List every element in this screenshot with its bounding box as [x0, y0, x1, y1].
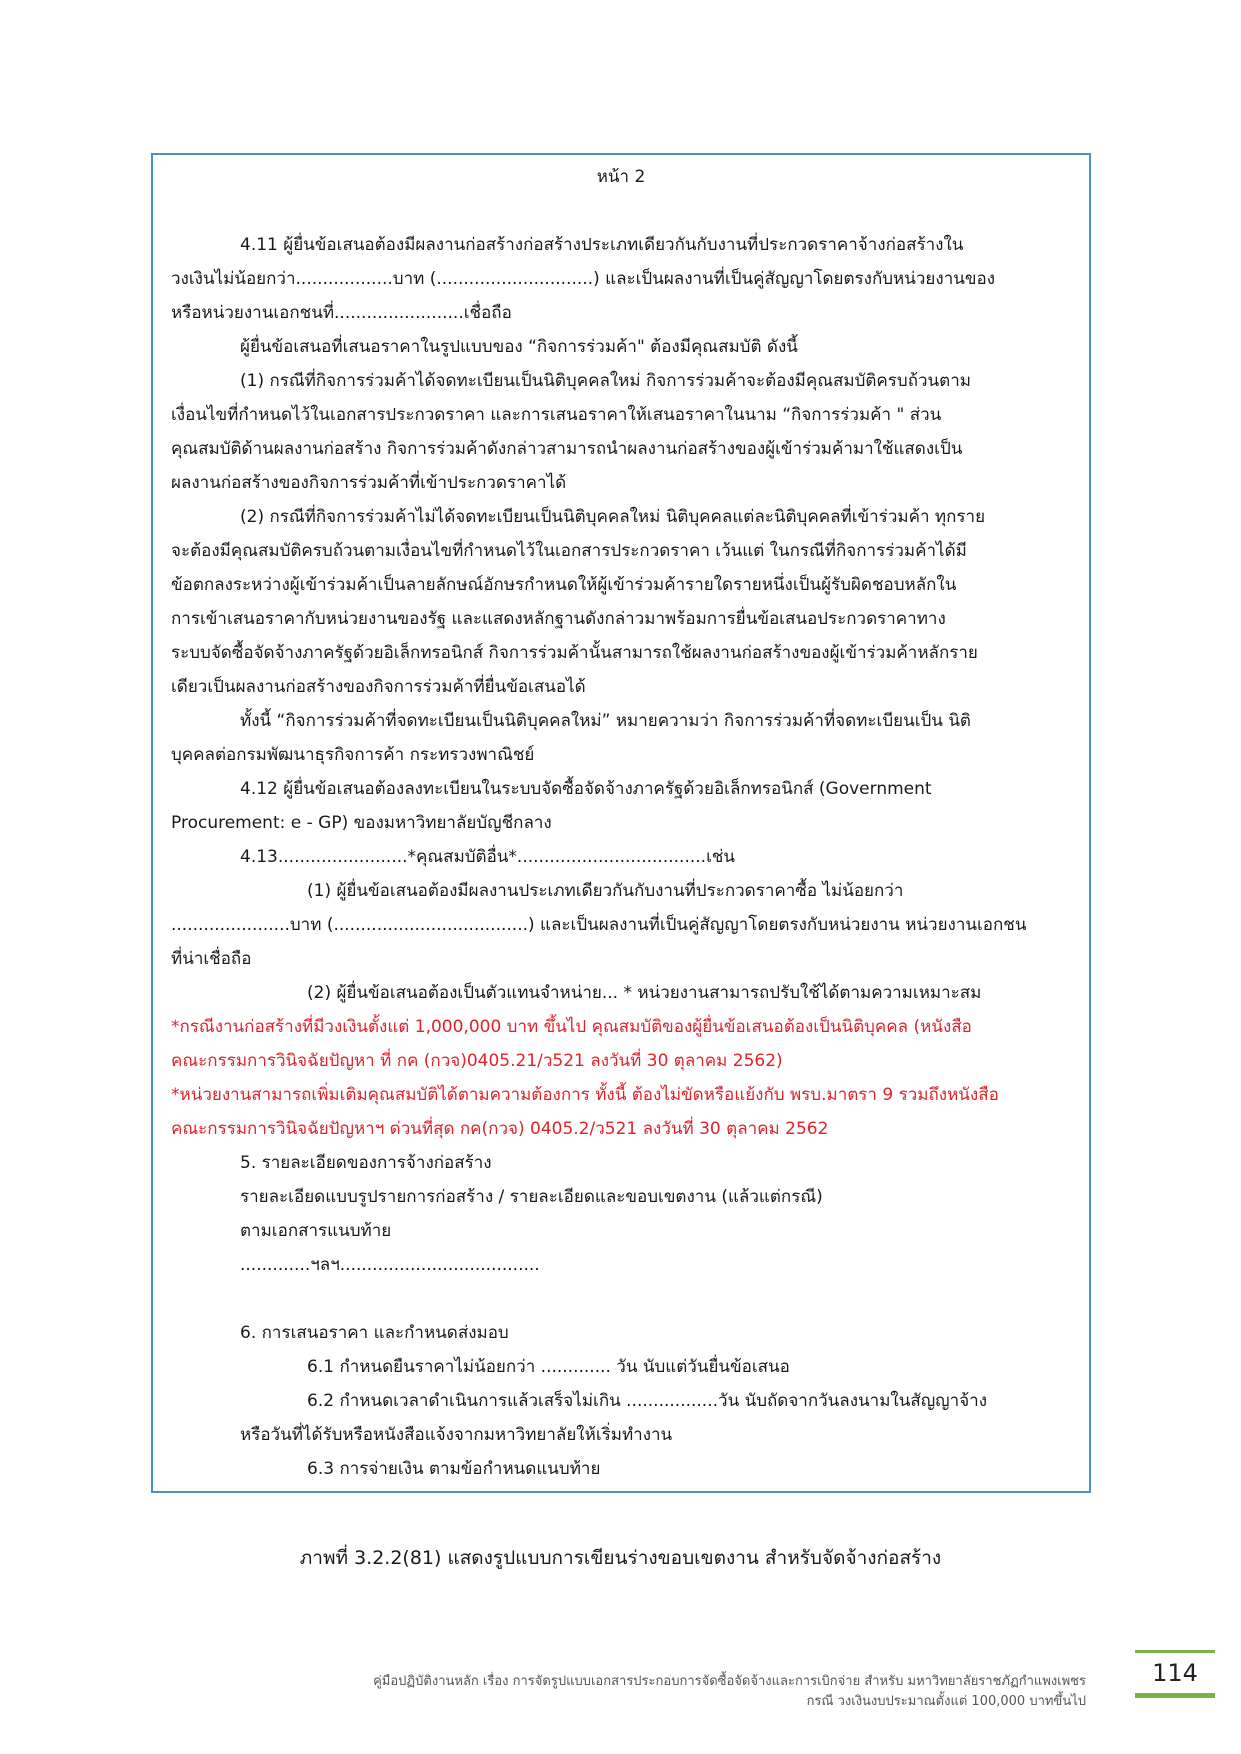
text-line: (1) ผู้ยื่นข้อเสนอต้องมีผลงานประเภทเดียวกันกับงานที่ประกวดราคาซื้อ ไม่น้อยกว่า: [307, 881, 904, 901]
text-line: หรือวันที่ได้รับหรือหนังสือแจ้งจากมหาวิทยาลัยให้เริ่มทำงาน: [240, 1425, 673, 1445]
text-line: 4.12 ผู้ยื่นข้อเสนอต้องลงทะเบียนในระบบจัดซื้อจัดจ้างภาครัฐด้วยอิเล็กทรอนิกส์ (Government: [240, 779, 932, 799]
footer-line: กรณี วงเงินงบประมาณตั้งแต่ 100,000 บาทขึ้นไป: [806, 1694, 1086, 1709]
text-line: 6. การเสนอราคา และกำหนดส่งมอบ: [240, 1323, 509, 1343]
text-line: 6.1 กำหนดยืนราคาไม่น้อยกว่า ............. วัน นับแต่วันยื่นข้อเสนอ: [307, 1357, 790, 1377]
text-line: การเข้าเสนอราคากับหน่วยงานของรัฐ และแสดงหลักฐานดังกล่าวมาพร้อมการยื่นข้อเสนอประกวดราคาทาง: [171, 609, 946, 629]
text-line: เดียวเป็นผลงานก่อสร้างของกิจการร่วมค้าที่ยื่นข้อเสนอได้: [171, 677, 586, 697]
red-note-line: คณะกรรมการวินิจฉัยปัญหา ที่ กค (กวจ)0405.21/ว521 ลงวันที่ 30 ตุลาคม 2562): [171, 1051, 783, 1071]
text-line: วงเงินไม่น้อยกว่า..................บาท (.............................) และเป็นผลงานที่เป็นคู่สัญญาโดยตรงกับหน่วยงานของ: [171, 269, 995, 289]
text-line: 5. รายละเอียดของการจ้างก่อสร้าง: [240, 1153, 492, 1173]
page-number-block: [1135, 1650, 1215, 1698]
page-header: หน้า 2: [596, 167, 646, 187]
red-note-line: คณะกรรมการวินิจฉัยปัญหาฯ ด่วนที่สุด กค(กวจ) 0405.2/ว521 ลงวันที่ 30 ตุลาคม 2562: [171, 1119, 829, 1139]
text-line: บุคคลต่อกรมพัฒนาธุรกิจการค้า กระทรวงพาณิชย์: [171, 745, 535, 765]
text-line: จะต้องมีคุณสมบัติครบถ้วนตามเงื่อนไขที่กำหนดไว้ในเอกสารประกวดราคา เว้นแต่ ในกรณีที่กิจการร่วมค้าได้มี: [171, 541, 967, 561]
text-line: 4.11 ผู้ยื่นข้อเสนอต้องมีผลงานก่อสร้างก่อสร้างประเภทเดียวกันกับงานที่ประกวดราคาจ้างก่อสร้างใน: [240, 235, 964, 255]
text-line: หรือหน่วยงานเอกชนที่........................เชื่อถือ: [171, 303, 512, 323]
figure-caption: ภาพที่ 3.2.2(81) แสดงรูปแบบการเขียนร่างขอบเขตงาน สำหรับจัดจ้างก่อสร้าง: [299, 1547, 942, 1569]
text-line: (1) กรณีที่กิจการร่วมค้าได้จดทะเบียนเป็นนิติบุคคลใหม่ กิจการร่วมค้าจะต้องมีคุณสมบัติครบถ้วนตาม: [240, 371, 971, 391]
text-line: ที่น่าเชื่อถือ: [171, 949, 252, 969]
page-number: 114: [1135, 1650, 1215, 1698]
text-line: ผู้ยื่นข้อเสนอที่เสนอราคาในรูปแบบของ “กิจการร่วมค้า" ต้องมีคุณสมบัติ ดังนี้: [240, 337, 798, 357]
text-line: (2) ผู้ยื่นข้อเสนอต้องเป็นตัวแทนจำหน่าย... * หน่วยงานสามารถปรับใช้ได้ตามความเหมาะสม: [307, 983, 982, 1003]
text-line: ผลงานก่อสร้างของกิจการร่วมค้าที่เข้าประกวดราคาได้: [171, 473, 567, 493]
text-line: 6.2 กำหนดเวลาดำเนินการแล้วเสร็จไม่เกิน .................วัน นับถัดจากวันลงนามในสัญญาจ้าง: [307, 1391, 988, 1411]
text-line: คุณสมบัติด้านผลงานก่อสร้าง กิจการร่วมค้าดังกล่าวสามารถนำผลงานก่อสร้างของผู้เข้าร่วมค้ามาใช้แสดงเป็น: [171, 439, 963, 459]
footer-line: คู่มือปฏิบัติงานหลัก เรื่อง การจัดรูปแบบเอกสารประกอบการจัดซื้อจัดจ้างและการเบิกจ่าย สำหรับ มหาวิทยาลัยราชภัฏกำแพงเพชร: [373, 1674, 1086, 1689]
red-note-line: *กรณีงานก่อสร้างที่มีวงเงินตั้งแต่ 1,000,000 บาท ขึ้นไป คุณสมบัติของผู้ยื่นข้อเสนอต้องเป็นนิติบุคคล (หนังสือ: [171, 1017, 972, 1037]
text-line: รายละเอียดแบบรูปรายการก่อสร้าง / รายละเอียดและขอบเขตงาน (แล้วแต่กรณี): [240, 1187, 823, 1207]
text-line: ระบบจัดซื้อจัดจ้างภาครัฐด้วยอิเล็กทรอนิกส์ กิจการร่วมค้านั้นสามารถใช้ผลงานก่อสร้างของผู้เข้าร่วมค้าหลักราย: [171, 643, 978, 663]
text-line: ทั้งนี้ “กิจการร่วมค้าที่จดทะเบียนเป็นนิติบุคคลใหม่” หมายความว่า กิจการร่วมค้าที่จดทะเบียนเป็น นิติ: [240, 711, 971, 731]
text-line: .............ฯลฯ.....................................: [240, 1255, 540, 1275]
text-line: ......................บาท (....................................) และเป็นผลงานที่เป็นคู่สัญญาโดยตรงกับหน่วยงาน หน่วยงานเอกชน: [171, 915, 1027, 935]
text-line: 4.13........................*คุณสมบัติอื่น*...................................เช่น: [240, 847, 736, 867]
text-line: Procurement: e - GP) ของมหาวิทยาลัยบัญชีกลาง: [171, 813, 552, 833]
red-note-line: *หน่วยงานสามารถเพิ่มเติมคุณสมบัติได้ตามความต้องการ ทั้งนี้ ต้องไม่ขัดหรือแย้งกับ พรบ.มาตรา 9 รวมถึงหนังสือ: [171, 1085, 999, 1105]
text-line: (2) กรณีที่กิจการร่วมค้าไม่ได้จดทะเบียนเป็นนิติบุคคลใหม่ นิติบุคคลแต่ละนิติบุคคลที่เข้าร่วมค้า ทุกราย: [240, 507, 986, 527]
text-line: ตามเอกสารแนบท้าย: [240, 1221, 392, 1241]
text-line: 6.3 การจ่ายเงิน ตามข้อกำหนดแนบท้าย: [307, 1459, 601, 1479]
text-line: เงื่อนไขที่กำหนดไว้ในเอกสารประกวดราคา และการเสนอราคาให้เสนอราคาในนาม “กิจการร่วมค้า " ส่วน: [171, 405, 942, 425]
text-line: ข้อตกลงระหว่างผู้เข้าร่วมค้าเป็นลายลักษณ์อักษรกำหนดให้ผู้เข้าร่วมค้ารายใดรายหนึ่งเป็นผู้รับผิดชอบหลักใน: [171, 575, 957, 595]
